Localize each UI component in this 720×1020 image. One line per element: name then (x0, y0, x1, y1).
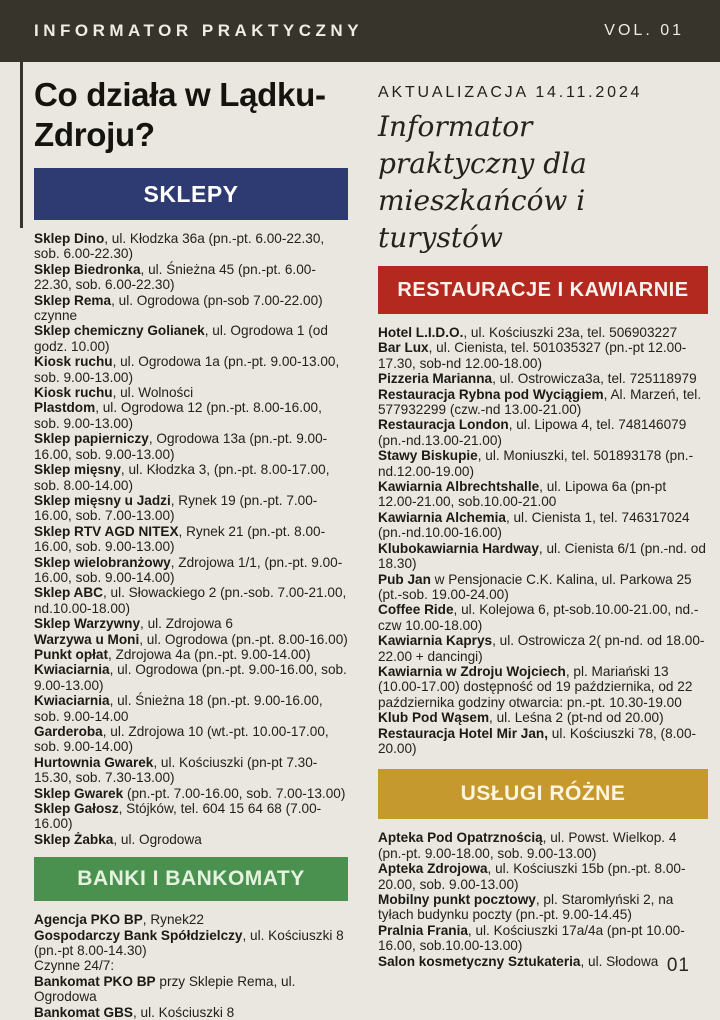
list-item-name: Plastdom (34, 400, 96, 416)
header-title: INFORMATOR PRAKTYCZNY (34, 21, 364, 40)
list-item-name: Coffee Ride (378, 602, 454, 618)
list-item-details: , Zdrojowa 1/1, (pn.-pt. 9.00-16.00, sob. 9.00-14.00) (34, 554, 343, 585)
list-item-details: Czynne 24/7: (34, 958, 115, 974)
list-item (378, 572, 708, 603)
list-item-name: Bankomat PKO BP (34, 973, 156, 989)
list-item-details: , ul. Moniuszki, tel. 501893178 (pn.-nd.12.00-19.00) (378, 448, 694, 479)
list-item-details: , pl. Mariański 13 (10.00-17.00) dostępność od 19 października, od 22 października godziny otwarcia: pn.-pt. 10.30-19.00 (378, 663, 693, 710)
list-item-details: , ul. Kościuszki 23a, tel. 506903227 (463, 325, 678, 340)
list-item-details: w Pensjonacie C.K. Kalina, ul. Parkowa 25 (pt.-sob. 19.00-24.00) (378, 571, 692, 602)
section-banner-banki-label: BANKI I BANKOMATY (77, 867, 305, 891)
list-item-details: , ul. Ogrodowa 1a (pn.-pt. 9.00-13.00, sob. 9.00-13.00) (34, 354, 340, 385)
list-item (34, 616, 348, 631)
list-item-details: , ul. Ogrodowa 12 (pn.-pt. 8.00-16.00, sob. 9.00-13.00) (34, 400, 322, 431)
list-item (34, 262, 348, 293)
list-item-name: Sklep Gwarek (34, 785, 124, 801)
right-column (378, 62, 708, 969)
list-item-details: , Rynek22 (142, 912, 204, 928)
list-item-name: Sklep RTV AGD NITEX (34, 523, 179, 539)
list-item-details: , Rynek 21 (pn.-pt. 8.00-16.00, sob. 9.00-13.00) (34, 523, 326, 555)
list-item (34, 323, 348, 354)
list-item-details: , ul. Kościuszki (pn-pt 7.30-15.30, sob. 7.30-13.00) (34, 754, 318, 786)
list-item (34, 431, 348, 462)
list-item-name: Kawiarnia Alchemia (378, 509, 506, 525)
list-item-details: , Ogrodowa 13a (pn.-pt. 9.00-16.00, sob. 9.00-13.00) (34, 431, 328, 462)
section-banner-sklepy-label: SKLEPY (143, 180, 239, 207)
list-item-name: Kwiaciarnia (34, 693, 110, 709)
list-item (378, 541, 708, 572)
list-item-details: , pl. Staromłyński 2, na tyłach budynku poczty (pn.-pt. 9.00-14.45) (378, 892, 674, 923)
list-item (34, 724, 348, 755)
list-item-name: Bar Lux (378, 340, 429, 356)
list-item-details: , ul. Powst. Wielkop. 4 (pn.-pt. 9.00-18.00, sob. 9.00-13.00) (378, 830, 677, 861)
list-item-details: , ul. Ogrodowa (pn.-pt. 8.00-16.00) (139, 631, 348, 647)
list-item-name: Sklep chemiczny Golianek (34, 323, 205, 339)
list-item (378, 448, 708, 479)
list-item (378, 664, 708, 710)
list-item-name: Kawiarnia Kaprys (378, 633, 493, 649)
list-item (34, 662, 348, 693)
list-item-details: , ul. Cienista, tel. 501035327 (pn.-pt 12.00-17.30, sob-nd 12.00-18.00) (378, 340, 687, 371)
list-item (34, 293, 348, 324)
list-item-details: , ul. Zdrojowa 6 (140, 616, 233, 632)
list-item-name: Hurtownia Gwarek (34, 754, 154, 770)
list-item-name: Restauracja Hotel Mir Jan, (378, 725, 548, 741)
list-item (34, 928, 348, 959)
section-banner-restauracje-label: RESTAURACJE I KAWIARNIE (397, 278, 689, 301)
list-item (378, 387, 708, 418)
list-item-details: , ul. Ostrowicza3a, tel. 725118979 (492, 371, 697, 387)
list-item (34, 555, 348, 586)
section-banner-uslugi-label: USŁUGI RÓŻNE (460, 782, 626, 806)
list-item-details: , ul. Ogrodowa 1 (od godz. 10.00) (34, 323, 328, 354)
list-item-name: Sklep Żabka (34, 831, 114, 847)
list-item-details: , ul. Ostrowicza 2( pn-nd. od 18.00-22.00 + dancingi) (378, 633, 705, 664)
list-item-name: Restauracja London (378, 417, 509, 433)
list-item-name: Sklep papierniczy (34, 431, 149, 447)
list-item-details: , ul. Kościuszki 8 (pn.-pt 8.00-14.30) (34, 927, 344, 959)
list-item-details: , ul. Ogrodowa (pn.-pt. 9.00-16.00, sob. 9.00-13.00) (34, 662, 347, 693)
header-volume: VOL. 01 (604, 22, 684, 39)
list-item-details: , ul. Leśna 2 (pt-nd od 20.00) (489, 710, 664, 726)
list-item-details: , Rynek 19 (pn.-pt. 7.00-16.00, sob. 7.00-13.00) (34, 492, 318, 524)
restaurants-list (378, 325, 708, 756)
list-item-name: Kiosk ruchu (34, 385, 113, 401)
list-item-details: , ul. Śnieżna 18 (pn.-pt. 9.00-16.00, sob. 9.00-14.00 (34, 693, 323, 724)
list-item-name: Sklep Warzywny (34, 616, 141, 632)
left-margin-rule (20, 62, 23, 228)
list-item-details: , ul. Kłodzka 36a (pn.-pt. 6.00-22.30, sob. 6.00-22.30) (34, 231, 325, 262)
list-item-details: , ul. Kłodzka 3, (pn.-pt. 8.00-17.00, sob. 8.00-14.00) (34, 462, 330, 493)
list-item-name: Salon kosmetyczny Sztukateria (378, 953, 581, 969)
list-item (378, 340, 708, 371)
list-item-details: , ul. Lipowa 4, tel. 748146079 (pn.-nd.13.00-21.00) (378, 417, 687, 448)
list-item-details: , Stójków, tel. 604 15 64 68 (7.00-16.00) (34, 801, 322, 832)
list-item-details: , ul. Kościuszki 8 (132, 1004, 235, 1020)
list-item-name: Kwiaciarnia (34, 662, 110, 678)
list-item-details: przy Sklepie Rema, ul. Ogrodowa (34, 973, 296, 1005)
list-item-name: Punkt opłat (34, 646, 109, 662)
list-item-details: , Zdrojowa 4a (pn.-pt. 9.00-14.00) (108, 646, 311, 662)
list-item-details: , Al. Marzeń, tel. 577932299 (czw.-nd 13.00-21.00) (378, 386, 702, 418)
list-item-details: , ul. Cienista 1, tel. 746317024 (pn.-nd.10.00-16.00) (378, 509, 690, 541)
list-item-name: Agencja PKO BP (34, 912, 143, 928)
list-item (378, 602, 708, 633)
list-item (34, 786, 348, 801)
list-item-details: , ul. Ogrodowa (pn-sob 7.00-22.00) czynne (34, 292, 323, 324)
list-item-name: Sklep Rema (34, 292, 112, 308)
list-item (34, 647, 348, 662)
list-item (378, 830, 708, 861)
list-item-name: Mobilny punkt pocztowy (378, 892, 536, 907)
list-item (34, 693, 348, 724)
list-item (378, 510, 708, 541)
list-item-name: Sklep mięsny u Jadzi (34, 492, 171, 508)
list-item (378, 892, 708, 923)
list-item (378, 954, 708, 969)
list-item (378, 325, 708, 340)
services-list (378, 830, 708, 969)
list-item-name: Restauracja Rybna pod Wyciągiem (378, 386, 604, 402)
section-banner-uslugi (378, 769, 708, 819)
list-item-details: , ul. Ogrodowa (113, 831, 202, 847)
list-item-details: , ul. Kościuszki 17a/4a (pn-pt 10.00-16.00, sob.10.00-13.00) (378, 922, 685, 954)
list-item-name: Sklep Dino (34, 231, 105, 246)
list-item-details: , ul. Zdrojowa 10 (wt.-pt. 10.00-17.00, sob. 9.00-14.00) (34, 724, 329, 755)
left-column (34, 62, 348, 1020)
list-item-name: Kawiarnia w Zdroju Wojciech (378, 663, 566, 679)
list-item (34, 400, 348, 431)
list-item (378, 417, 708, 448)
list-item (34, 832, 348, 847)
list-item-name: Sklep Gałosz (34, 801, 119, 817)
list-item-details: , ul. Słowackiego 2 (pn.-sob. 7.00-21.00, nd.10.00-18.00) (34, 585, 347, 616)
list-item-details: , ul. Lipowa 6a (pn-pt 12.00-21.00, sob.10.00-21.00 (378, 479, 667, 510)
list-item (34, 632, 348, 647)
banks-list (34, 912, 348, 1020)
list-item-name: Garderoba (34, 724, 103, 739)
list-item (378, 479, 708, 510)
update-date-label: AKTUALIZACJA 14.11.2024 (378, 84, 643, 101)
page-number: 01 (666, 955, 690, 976)
list-item (378, 726, 708, 757)
list-item (34, 493, 348, 524)
list-item (34, 974, 348, 1005)
list-item (34, 231, 348, 262)
page-title: Co działa w Lądku-Zdroju? (34, 76, 326, 153)
list-item-name: Apteka Pod Opatrznością (378, 830, 543, 846)
list-item (378, 633, 708, 664)
list-item-details: , ul. Śnieżna 45 (pn.-pt. 6.00-22.30, sob. 6.00-22.30) (34, 261, 316, 293)
list-item-name: Pralnia Frania (378, 922, 468, 938)
header-bar (0, 0, 720, 62)
list-item (378, 923, 708, 954)
list-item (378, 371, 708, 386)
list-item-name: Apteka Zdrojowa (378, 861, 488, 877)
list-item-name: Klub Pod Wąsem (378, 710, 490, 726)
list-item-details: (pn.-pt. 7.00-16.00, sob. 7.00-13.00) (123, 785, 346, 801)
list-item-name: Hotel L.I.D.O. (378, 325, 464, 340)
list-item-details: , ul. Wolności (112, 385, 194, 401)
list-item-details: , ul. Kościuszki 15b (pn.-pt. 8.00-20.00, sob. 9.00-13.00) (378, 861, 686, 892)
shops-list (34, 231, 348, 847)
list-item (34, 385, 348, 400)
list-item-name: Kawiarnia Albrechtshalle (378, 479, 540, 495)
list-item-details: , ul. Słodowa (580, 953, 659, 969)
list-item (34, 801, 348, 832)
section-banner-sklepy (34, 168, 348, 220)
list-item-name: Pizzeria Marianna (378, 371, 493, 387)
list-item-details: ul. Kościuszki 78, (8.00-20.00) (378, 725, 697, 756)
list-item-name: Sklep mięsny (34, 462, 121, 478)
list-item (378, 861, 708, 892)
list-item (378, 710, 708, 725)
list-item-name: Sklep Biedronka (34, 261, 141, 277)
list-item-name: Kiosk ruchu (34, 354, 113, 370)
list-item (34, 958, 348, 973)
list-item (34, 524, 348, 555)
list-item-name: Sklep ABC (34, 585, 103, 601)
list-item (34, 755, 348, 786)
list-item (34, 354, 348, 385)
list-item-name: Bankomat GBS (34, 1004, 133, 1020)
list-item (34, 462, 348, 493)
list-item-details: , ul. Kolejowa 6, pt-sob.10.00-21.00, nd.-czw 10.00-18.00) (378, 602, 699, 633)
list-item-name: Warzywa u Moni (34, 631, 140, 647)
list-item-name: Sklep wielobranżowy (34, 554, 171, 570)
list-item-details: , ul. Cienista 6/1 (pn.-nd. od 18.30) (378, 540, 706, 572)
section-banner-banki (34, 857, 348, 901)
list-item (34, 585, 348, 616)
section-banner-restauracje (378, 266, 708, 314)
list-item-name: Pub Jan (378, 571, 431, 587)
list-item (34, 912, 348, 927)
list-item-name: Stawy Biskupie (378, 448, 478, 464)
page-subtitle: Informator praktyczny dla mieszkańców i turystów (378, 110, 587, 254)
list-item-name: Klubokawiarnia Hardway (378, 540, 539, 556)
list-item-name: Gospodarczy Bank Spółdzielczy (34, 927, 243, 943)
